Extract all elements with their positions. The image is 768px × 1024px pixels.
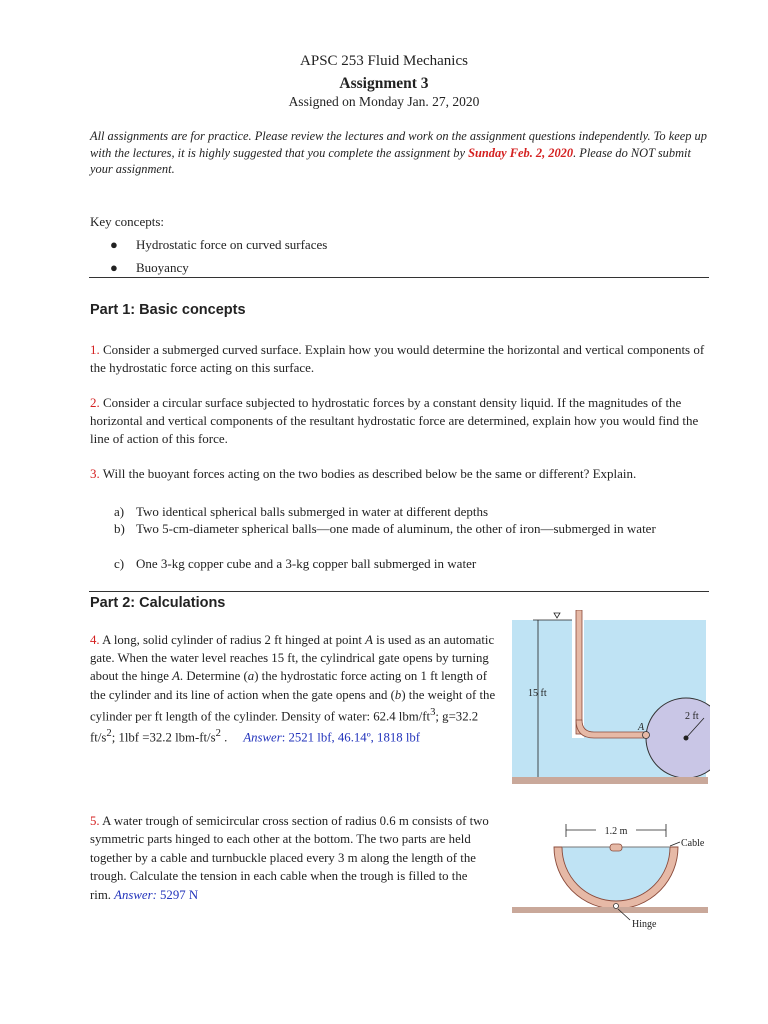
sub-text: One 3-kg copper cube and a 3-kg copper ball submerged in water bbox=[136, 556, 477, 571]
answer-label: Answer: bbox=[114, 887, 157, 902]
answer-label: Answer bbox=[243, 730, 282, 745]
key-concept-text: Buoyancy bbox=[136, 260, 189, 275]
superscript: 2 bbox=[106, 728, 112, 740]
question-text: ) the weight of the cylinder per ft length of the cylinder. Density of water: 62.4 lbm/ft bbox=[90, 687, 496, 724]
water-level-symbol bbox=[554, 613, 560, 618]
part2-heading: Part 2: Calculations bbox=[90, 595, 226, 611]
key-concept-text: Hydrostatic force on curved surfaces bbox=[136, 237, 328, 252]
key-concepts-label: Key concepts: bbox=[90, 214, 165, 229]
question-text: A long, solid cylinder of radius 2 ft hinged at point bbox=[99, 633, 366, 647]
sub-text: Two 5-cm-diameter spherical balls—one made of aluminum, the other of iron—submerged in water bbox=[136, 521, 656, 536]
cable-leader bbox=[670, 842, 680, 846]
width-label: 1.2 m bbox=[604, 826, 628, 837]
turnbuckle bbox=[610, 844, 622, 851]
hinge-ref: A bbox=[172, 669, 180, 684]
question-text: Consider a circular surface subjected to hydrostatic forces by a constant density liquid. If the magnitudes of the horizontal and vertical components of the resultant hydrostatic force are determined, explain how you would find the line of action of this force. bbox=[90, 395, 699, 446]
hinge-point bbox=[614, 904, 619, 909]
question-text: is used as an automatic gate. When the water level reaches 15 ft, the cylindrical gate opens by turning about the hinge bbox=[90, 633, 495, 684]
sub-text: Two identical spherical balls submerged in water at different depths bbox=[136, 504, 489, 519]
answer bbox=[243, 731, 420, 745]
question-text: Consider a submerged curved surface. Explain how you would determine the horizontal and vertical components of the hydrostatic force acting on this surface. bbox=[90, 342, 705, 375]
sub-label: c) bbox=[114, 556, 125, 571]
question-number: 1. bbox=[90, 342, 100, 357]
question-text: Will the buoyant forces acting on the two bodies as described below be the same or different? Explain. bbox=[99, 466, 637, 481]
question-text: ; 1lbf =32.2 lbm-ft/s bbox=[111, 730, 216, 745]
course-title: APSC 253 Fluid Mechanics bbox=[300, 53, 468, 69]
hinge-label: Hinge bbox=[632, 919, 657, 930]
answer-value: 5297 N bbox=[156, 887, 199, 902]
ground bbox=[512, 907, 708, 913]
question-1 bbox=[90, 341, 710, 377]
question-4 bbox=[90, 631, 500, 747]
question-number: 4. bbox=[90, 633, 100, 647]
intro-text: All assignments are for practice. Please review the lectures and work on the assignment questions independently. To keep up with the lectures, it is highly suggested that you complete the assignment by bbox=[90, 129, 707, 160]
radius-label: 2 ft bbox=[685, 711, 699, 722]
intro-text-after: . Please do NOT submit your assignment. bbox=[90, 145, 691, 176]
trough-figure bbox=[510, 815, 710, 935]
due-date: Sunday Feb. 2, 2020 bbox=[468, 145, 574, 160]
bullet-icon: ● bbox=[110, 237, 118, 252]
part-ref: a bbox=[247, 669, 255, 684]
sub-label: a) bbox=[114, 504, 125, 519]
answer-value: : 2521 lbf, 46.14º, 1818 lbf bbox=[281, 730, 421, 745]
sub-label: b) bbox=[114, 521, 125, 536]
cable-label: Cable bbox=[681, 838, 705, 849]
question-text: . Determine ( bbox=[179, 669, 248, 684]
question-text: . bbox=[220, 730, 228, 745]
divider bbox=[89, 591, 709, 592]
question-5 bbox=[90, 812, 490, 904]
bullet-icon: ● bbox=[110, 260, 118, 275]
question-number: 5. bbox=[90, 814, 100, 828]
assigned-date: Assigned on Monday Jan. 27, 2020 bbox=[288, 94, 480, 109]
question-2 bbox=[90, 394, 710, 448]
question-text: ) the hydrostatic force acting on 1 ft length of the cylinder and its line of action when the gate opens and ( bbox=[90, 669, 487, 702]
question-3 bbox=[90, 465, 710, 483]
question-number: 2. bbox=[90, 395, 100, 410]
question-text: A water trough of semicircular cross section of radius 0.6 m consists of two symmetric parts hinged to each other at the bottom. The two parts are held together by a cable and turnbuckle placed every 3 m along the length of the trough. Calculate the tension in each cable when the trough is filled to the rim. bbox=[90, 814, 489, 902]
part-ref: b bbox=[394, 687, 402, 702]
depth-label: 15 ft bbox=[528, 688, 547, 699]
part1-heading: Part 1: Basic concepts bbox=[90, 302, 246, 318]
gate-wall bbox=[576, 610, 582, 734]
question-text: ; g=32.2 ft/s bbox=[90, 709, 479, 745]
question-number: 3. bbox=[90, 466, 100, 481]
ground bbox=[512, 777, 708, 784]
cylinder-gate-figure bbox=[510, 610, 710, 788]
divider bbox=[89, 277, 709, 278]
intro-paragraph bbox=[90, 128, 710, 178]
superscript: 3 bbox=[430, 706, 436, 718]
hinge-ref: A bbox=[365, 633, 373, 647]
hinge-label: A bbox=[638, 722, 645, 733]
superscript: 2 bbox=[215, 728, 221, 740]
answer bbox=[114, 888, 198, 902]
assignment-title: Assignment 3 bbox=[339, 75, 429, 92]
